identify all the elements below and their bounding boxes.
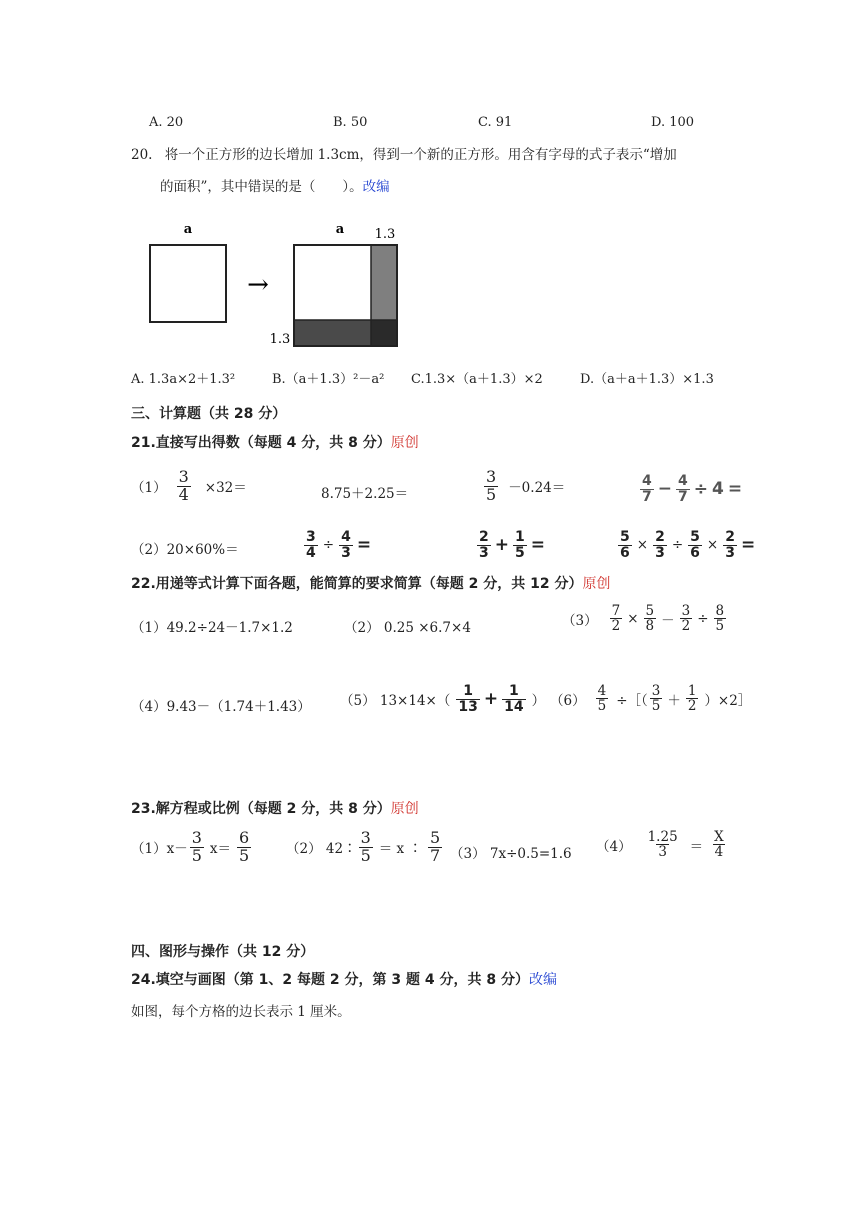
q21-r1-d: $\frac{4}{7}$ − $\frac{4}{7}$ ÷ 4 = bbox=[642, 473, 743, 505]
fraction: $\frac{4}{7}$ bbox=[642, 473, 652, 505]
q20-text-line2 bbox=[160, 181, 390, 195]
fig-label-a-right: a bbox=[335, 222, 345, 237]
fraction: $\frac{6}{5}$ bbox=[239, 828, 250, 865]
q22-p3: （3） $\frac{7}{2}$ × $\frac{5}{8}$ － $\frac{3}{2}$ ÷ $\frac{8}{5}$ bbox=[562, 603, 725, 635]
q23-tag: 原创 bbox=[390, 801, 419, 817]
q20-option-c: C.1.3×（a＋1.3）×2 bbox=[411, 372, 543, 387]
fraction: $\frac{3}{4}$ bbox=[178, 467, 189, 504]
fig-label-a-left: a bbox=[183, 222, 193, 237]
q21-title bbox=[131, 436, 419, 450]
right-strip bbox=[371, 245, 397, 320]
fraction: $\frac{5}{6}$ bbox=[690, 529, 700, 561]
original-square bbox=[150, 245, 226, 322]
fraction: $\frac{3}{5}$ bbox=[191, 828, 202, 865]
fraction: $\frac{8}{5}$ bbox=[715, 603, 725, 635]
q22-p6: （6） $\frac{4}{5}$ ÷［（ $\frac{3}{5}$ ＋ $\frac{1}{2}$ ）×2］ bbox=[550, 683, 752, 715]
fraction: $\frac{2}{3}$ bbox=[479, 529, 489, 561]
q21-r2-d: $\frac{5}{6}$ × $\frac{2}{3}$ ÷ $\frac{5}{6}$ × $\frac{2}{3}$ = bbox=[620, 529, 756, 561]
q23-title bbox=[131, 802, 419, 816]
bottom-strip bbox=[294, 320, 371, 346]
q21-r2-c: $\frac{2}{3}$ + $\frac{1}{5}$ = bbox=[479, 529, 545, 561]
fraction: $\frac{4}{3}$ bbox=[341, 529, 351, 561]
q19-option-a: A. 20 bbox=[149, 115, 184, 130]
q21-r1-c bbox=[482, 469, 565, 504]
q21-tag: 原创 bbox=[390, 435, 419, 451]
fig-label-side-top: 1.3 bbox=[374, 227, 396, 242]
fraction: $\frac{3}{5}$ bbox=[651, 683, 661, 715]
q19-option-d: D. 100 bbox=[651, 115, 695, 130]
fraction: $\frac{2}{3}$ bbox=[725, 529, 735, 561]
q24-title-text: 24.填空与画图（第 1、2 每题 2 分，第 3 题 4 分，共 8 分） bbox=[131, 972, 529, 988]
q21-r1-b: 8.75＋2.25＝ bbox=[321, 486, 409, 502]
fraction: $\frac{1}{13}$ bbox=[458, 683, 478, 715]
fraction: $\frac{4}{5}$ bbox=[597, 683, 607, 715]
q19-option-c: C. 91 bbox=[478, 115, 513, 130]
fraction: $\frac{3}{2}$ bbox=[681, 603, 691, 635]
q20-number: 20. bbox=[131, 147, 153, 163]
fraction: $\frac{X}{4}$ bbox=[714, 829, 724, 861]
q23-e3: （3） 7x÷0.5=1.6 bbox=[450, 846, 572, 862]
fraction: $\frac{7}{2}$ bbox=[611, 603, 621, 635]
fraction: $\frac{3}{5}$ bbox=[486, 467, 497, 504]
q21-r1-c-tail: －0.24＝ bbox=[508, 480, 566, 497]
q21-r1-a bbox=[131, 469, 247, 504]
q22-p4: （4）9.43－（1.74＋1.43） bbox=[131, 699, 311, 715]
q19-option-b: B. 50 bbox=[333, 115, 368, 130]
section-4-title: 四、图形与操作（共 12 分） bbox=[131, 944, 315, 960]
q20-text-line1 bbox=[131, 149, 677, 163]
q23-e2: （2） 42∶ $\frac{3}{5}$ ＝ x ∶ $\frac{5}{7}$ bbox=[286, 828, 441, 865]
arrow-icon: → bbox=[247, 270, 269, 300]
fraction: $\frac{1.25}{3}$ bbox=[647, 829, 678, 861]
q23-e4: （4） $\frac{1.25}{3}$ ＝ $\frac{X}{4}$ bbox=[596, 830, 731, 859]
q24-title bbox=[131, 973, 557, 987]
q21-r2-b: $\frac{3}{4}$ ÷ $\frac{4}{3}$ = bbox=[306, 529, 372, 561]
q22-p1: （1）49.2÷24－1.7×1.2 bbox=[131, 620, 293, 636]
fraction: $\frac{2}{3}$ bbox=[655, 529, 665, 561]
fraction: $\frac{1}{2}$ bbox=[687, 683, 697, 715]
q21-title-text: 21.直接写出得数（每题 4 分，共 8 分） bbox=[131, 435, 391, 451]
q20-tag: 改编 bbox=[362, 179, 390, 195]
q22-title-text: 22.用递等式计算下面各题，能简算的要求简算（每题 2 分，共 12 分） bbox=[131, 576, 583, 592]
q20-option-a: A. 1.3a×2＋1.3² bbox=[131, 372, 236, 387]
q22-p2: （2） 0.25 ×6.7×4 bbox=[344, 620, 471, 636]
q22-title bbox=[131, 577, 611, 591]
q20-option-b: B.（a＋1.3）²－a² bbox=[272, 372, 385, 387]
q20-option-d: D.（a＋a＋1.3）×1.3 bbox=[580, 372, 714, 387]
corner-square bbox=[371, 320, 397, 346]
q23-e1: （1）x－ $\frac{3}{5}$ x＝ $\frac{6}{5}$ bbox=[131, 828, 250, 865]
q21-r1-label: （1） bbox=[131, 480, 167, 497]
fraction: $\frac{1}{5}$ bbox=[515, 529, 525, 561]
fig-label-side-left: 1.3 bbox=[269, 332, 291, 347]
q21-r1-a-tail: ×32＝ bbox=[204, 480, 247, 497]
q23-title-text: 23.解方程或比例（每题 2 分，共 8 分） bbox=[131, 801, 391, 817]
q20-square-figure bbox=[140, 218, 410, 353]
fraction: $\frac{5}{7}$ bbox=[429, 828, 441, 865]
section-3-title: 三、计算题（共 28 分） bbox=[131, 406, 287, 422]
q22-tag: 原创 bbox=[582, 576, 611, 592]
fraction: $\frac{5}{6}$ bbox=[620, 529, 630, 561]
fraction: $\frac{3}{5}$ bbox=[360, 828, 371, 865]
q22-p5: （5） 13×14×（ $\frac{1}{13}$ + $\frac{1}{14}$ ） bbox=[340, 683, 546, 715]
fraction: $\frac{3}{4}$ bbox=[306, 529, 316, 561]
q20-text: 将一个正方形的边长增加 1.3cm，得到一个新的正方形。用含有字母的式子表示“增加 bbox=[164, 147, 677, 163]
q21-r2-a: （2）20×60%＝ bbox=[131, 542, 239, 558]
fraction: $\frac{1}{14}$ bbox=[504, 683, 524, 715]
fraction: $\frac{4}{7}$ bbox=[678, 473, 688, 505]
q24-description: 如图，每个方格的边长表示 1 厘米。 bbox=[131, 1004, 351, 1020]
q20-text-cont: 的面积”，其中错误的是（ ）。 bbox=[160, 179, 363, 195]
fraction: $\frac{5}{8}$ bbox=[645, 603, 655, 635]
q24-tag: 改编 bbox=[529, 972, 557, 988]
